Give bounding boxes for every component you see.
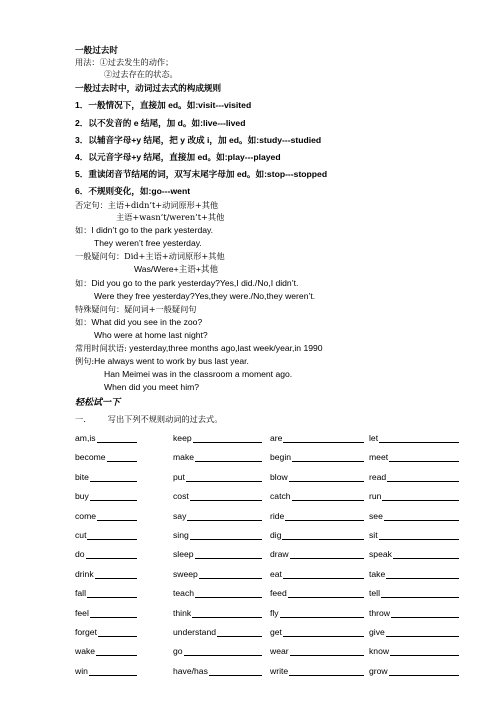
answer-blank[interactable] (190, 491, 262, 501)
answer-blank[interactable] (386, 569, 459, 579)
exercise-item (270, 472, 364, 482)
exercise-item (173, 608, 262, 618)
examples-label: 例句: (75, 356, 95, 366)
exercise-item (75, 452, 137, 462)
verb-word: become (75, 452, 106, 463)
answer-blank[interactable] (290, 646, 364, 656)
answer-blank[interactable] (184, 646, 262, 656)
verb-word: bite (75, 471, 89, 482)
exercise-item (270, 511, 364, 521)
answer-blank[interactable] (280, 608, 364, 618)
verb-word: fall (75, 588, 86, 599)
verb-word: sit (369, 530, 378, 540)
answer-blank[interactable] (289, 666, 364, 676)
answer-blank[interactable] (97, 433, 137, 443)
exercise-item (369, 472, 459, 482)
answer-blank[interactable] (389, 452, 459, 462)
answer-blank[interactable] (387, 472, 459, 482)
instruction-number: 一. (75, 414, 86, 424)
verb-word: think (173, 607, 192, 618)
verb-word: speak (369, 549, 392, 560)
exercise-item (75, 666, 137, 676)
answer-blank[interactable] (95, 569, 137, 579)
exercise-row (75, 452, 460, 464)
exercise-item (270, 530, 364, 540)
exercise-item (75, 608, 137, 618)
verb-word: go (173, 646, 183, 657)
exercise-item (270, 433, 364, 443)
verb-word: meet (369, 452, 389, 463)
exercise-item (173, 646, 262, 656)
exercise-row (75, 491, 460, 503)
verb-word: are (270, 433, 283, 443)
rule-item: 4．以元音字母+y 结尾，直接加 ed。如:play---played (75, 152, 281, 162)
usage-item-2: ②过去存在的状态。 (104, 69, 178, 79)
exercise-item (270, 608, 364, 618)
answer-blank[interactable] (391, 608, 459, 618)
verb-word: win (75, 665, 88, 676)
exercise-item (173, 472, 262, 482)
verb-word: keep (173, 433, 192, 443)
verb-word: begin (270, 452, 292, 463)
exercise-row (75, 588, 460, 600)
verb-word: do (75, 549, 85, 560)
exercise-item (75, 491, 137, 501)
exercise-row (75, 530, 460, 542)
answer-blank[interactable] (288, 588, 364, 598)
answer-blank[interactable] (90, 491, 137, 501)
verb-word: fly (270, 607, 279, 618)
answer-blank[interactable] (283, 433, 364, 443)
answer-blank[interactable] (209, 666, 262, 676)
example-label: 如： (75, 225, 92, 235)
negative-pattern-2: 主语+wasn’t/weren’t+其他 (116, 212, 225, 222)
exercise-item (369, 511, 459, 521)
exercise-item (173, 588, 262, 598)
answer-blank[interactable] (195, 452, 262, 462)
exercise-item (270, 666, 364, 676)
exercise-item (270, 627, 364, 637)
rule-item: 1．一般情况下，直接加 ed。如:visit---visited (75, 100, 252, 110)
answer-blank[interactable] (285, 511, 364, 521)
answer-blank[interactable] (384, 511, 459, 521)
example-label: 如： (75, 278, 92, 288)
answer-blank[interactable] (389, 666, 459, 676)
answer-blank[interactable] (292, 452, 364, 462)
time-adverbials: 常用时间状语: yesterday,three months ago,last week/year,in 1990 (75, 343, 323, 353)
answer-blank[interactable] (290, 549, 364, 559)
verb-word: understand (173, 627, 217, 637)
exercise-item (270, 452, 364, 462)
example-sentence-2: Han Meimei was in the classroom a moment ago. (104, 369, 293, 379)
exercise-item (369, 433, 459, 443)
answer-blank[interactable] (107, 452, 137, 462)
example-sentence-3: When did you meet him? (104, 382, 200, 392)
verb-word: sweep (173, 568, 198, 579)
verb-word: have/has (173, 665, 208, 676)
exercise-row (75, 549, 460, 561)
question-example-2: Were they free yesterday?Yes,they were./No,they weren’t. (94, 291, 316, 301)
exercise-row (75, 433, 460, 445)
answer-blank[interactable] (199, 569, 262, 579)
verb-word: dig (270, 530, 282, 540)
answer-blank[interactable] (393, 549, 459, 559)
answer-blank[interactable] (390, 646, 459, 656)
rules-heading: 一般过去时中，动词过去式的构成规则 (75, 83, 222, 93)
answer-blank[interactable] (190, 530, 262, 540)
verb-word: wear (270, 646, 289, 657)
answer-blank[interactable] (86, 549, 137, 559)
answer-blank[interactable] (97, 511, 137, 521)
exercise-item (75, 511, 137, 521)
answer-blank[interactable] (283, 627, 364, 637)
verb-word: tell (369, 588, 380, 599)
verb-word: catch (270, 491, 291, 502)
rule-item: 3．以辅音字母+y 结尾，把 y 改成 i，加 ed。如:study---studied (75, 135, 322, 145)
answer-blank[interactable] (192, 608, 262, 618)
verb-word: wake (75, 646, 96, 657)
verb-word: eat (270, 568, 282, 579)
exercise-item (75, 549, 137, 559)
answer-blank[interactable] (283, 569, 364, 579)
adverbials-label: 常用时间状语: (75, 343, 127, 353)
verb-word: read (369, 471, 387, 482)
exercise-item (173, 452, 262, 462)
answer-blank[interactable] (195, 549, 262, 559)
rule-item: 2．以不发音的 e 结尾，加 d。如:live---lived (75, 118, 246, 128)
example-label: 如： (75, 317, 92, 327)
exercise-item (369, 627, 459, 637)
verb-word: throw (369, 607, 391, 618)
verb-word: give (369, 627, 385, 637)
exercise-instruction: 一. 写出下列不规则动词的过去式。 (75, 414, 223, 424)
exercise-row (75, 627, 460, 639)
exercise-item (75, 588, 137, 598)
answer-blank[interactable] (195, 588, 262, 598)
exercise-item (173, 549, 262, 559)
negative-example-1: 如：I didn’t go to the park yesterday. (75, 225, 214, 235)
exercise-item (369, 666, 459, 676)
verb-word: know (369, 646, 390, 657)
answer-blank[interactable] (282, 530, 364, 540)
answer-blank[interactable] (187, 511, 262, 521)
verb-word: am,is (75, 433, 96, 443)
answer-blank[interactable] (90, 608, 137, 618)
question-pattern-2: Was/Were+主语+其他 (134, 264, 219, 274)
verb-word: buy (75, 491, 89, 502)
answer-blank[interactable] (386, 627, 459, 637)
verb-word: cost (173, 491, 189, 502)
exercise-item (75, 646, 137, 656)
answer-blank[interactable] (90, 472, 137, 482)
verb-word: come (75, 510, 97, 521)
exercise-item (173, 627, 262, 637)
negative-example-2: They weren’t free yesterday. (94, 238, 202, 248)
verb-word: cut (75, 530, 87, 540)
exercise-item (75, 530, 137, 540)
exercise-item (173, 569, 262, 579)
exercise-item (173, 433, 262, 443)
answer-blank[interactable] (217, 627, 262, 637)
exercise-item (270, 569, 364, 579)
exercise-row (75, 472, 460, 484)
usage-line-1 (75, 57, 173, 68)
example-sentence-1: 例句:He always went to work by bus last year. (75, 356, 249, 366)
usage-label: 用法： (75, 57, 100, 67)
page-title: 一般过去时 (75, 45, 118, 55)
answer-blank[interactable] (193, 433, 262, 443)
answer-blank[interactable] (186, 472, 262, 482)
rule-item: 6．不规则变化，如:go---went (75, 186, 191, 196)
exercise-item (369, 452, 459, 462)
exercise-row (75, 511, 460, 523)
verb-word: let (369, 433, 379, 443)
verb-word: see (369, 510, 383, 521)
answer-blank[interactable] (87, 588, 137, 598)
exercise-title: 轻松试一下 (75, 397, 121, 407)
exercise-item (369, 646, 459, 656)
verb-word: sing (173, 530, 189, 540)
answer-blank[interactable] (379, 433, 459, 443)
rule-item: 5．重读闭音节结尾的词，双写末尾字母加 ed。如:stop---stopped (75, 169, 328, 179)
answer-blank[interactable] (382, 491, 459, 501)
answer-blank[interactable] (89, 666, 137, 676)
exercise-item (75, 472, 137, 482)
exercise-item (173, 530, 262, 540)
verb-word: teach (173, 588, 195, 599)
exercise-item (270, 588, 364, 598)
verb-word: make (173, 452, 195, 463)
verb-word: draw (270, 549, 289, 560)
answer-blank[interactable] (98, 627, 137, 637)
verb-word: say (173, 510, 187, 521)
verb-word: get (270, 627, 282, 637)
verb-word: sleep (173, 549, 194, 560)
verb-word: ride (270, 510, 285, 521)
answer-blank[interactable] (96, 646, 137, 656)
special-pattern: 特殊疑问句：疑问词+一般疑问句 (75, 304, 197, 314)
exercise-item (173, 666, 262, 676)
exercise-item (75, 569, 137, 579)
exercise-item (270, 646, 364, 656)
special-example-2: Who were at home last night? (94, 330, 208, 340)
exercise-item (369, 491, 459, 501)
exercise-item (369, 569, 459, 579)
exercise-row (75, 608, 460, 620)
verb-word: write (270, 665, 289, 676)
exercise-item (75, 433, 137, 443)
exercise-item (270, 549, 364, 559)
usage-item-1: ①过去发生的动作； (99, 57, 174, 67)
special-example-1: 如：What did you see in the zoo? (75, 317, 203, 327)
answer-blank[interactable] (87, 530, 137, 540)
answer-blank[interactable] (379, 530, 459, 540)
exercise-row (75, 569, 460, 581)
answer-blank[interactable] (289, 472, 364, 482)
exercise-item (369, 588, 459, 598)
verb-word: run (369, 491, 382, 502)
exercise-item (75, 627, 137, 637)
exercise-row (75, 646, 460, 658)
verb-word: drink (75, 568, 94, 579)
question-example-1: 如：Did you go to the park yesterday?Yes,I did./No,I didn’t. (75, 278, 299, 288)
verb-word: take (369, 568, 386, 579)
negative-pattern-1: 否定句：主语+didn’t+动词原形+其他 (75, 200, 219, 210)
verb-word: blow (270, 471, 288, 482)
verb-word: feed (270, 588, 287, 599)
question-pattern-1: 一般疑问句：Did+主语+动词原形+其他 (75, 251, 225, 261)
exercise-item (369, 530, 459, 540)
verb-word: forget (75, 627, 97, 637)
exercise-item (369, 608, 459, 618)
answer-blank[interactable] (381, 588, 459, 598)
exercise-item (369, 549, 459, 559)
exercise-item (173, 491, 262, 501)
verb-word: grow (369, 665, 388, 676)
verb-word: put (173, 471, 185, 482)
exercise-item (270, 491, 364, 501)
exercise-item (173, 511, 262, 521)
answer-blank[interactable] (292, 491, 364, 501)
verb-word: feel (75, 607, 89, 618)
exercise-row (75, 666, 460, 678)
